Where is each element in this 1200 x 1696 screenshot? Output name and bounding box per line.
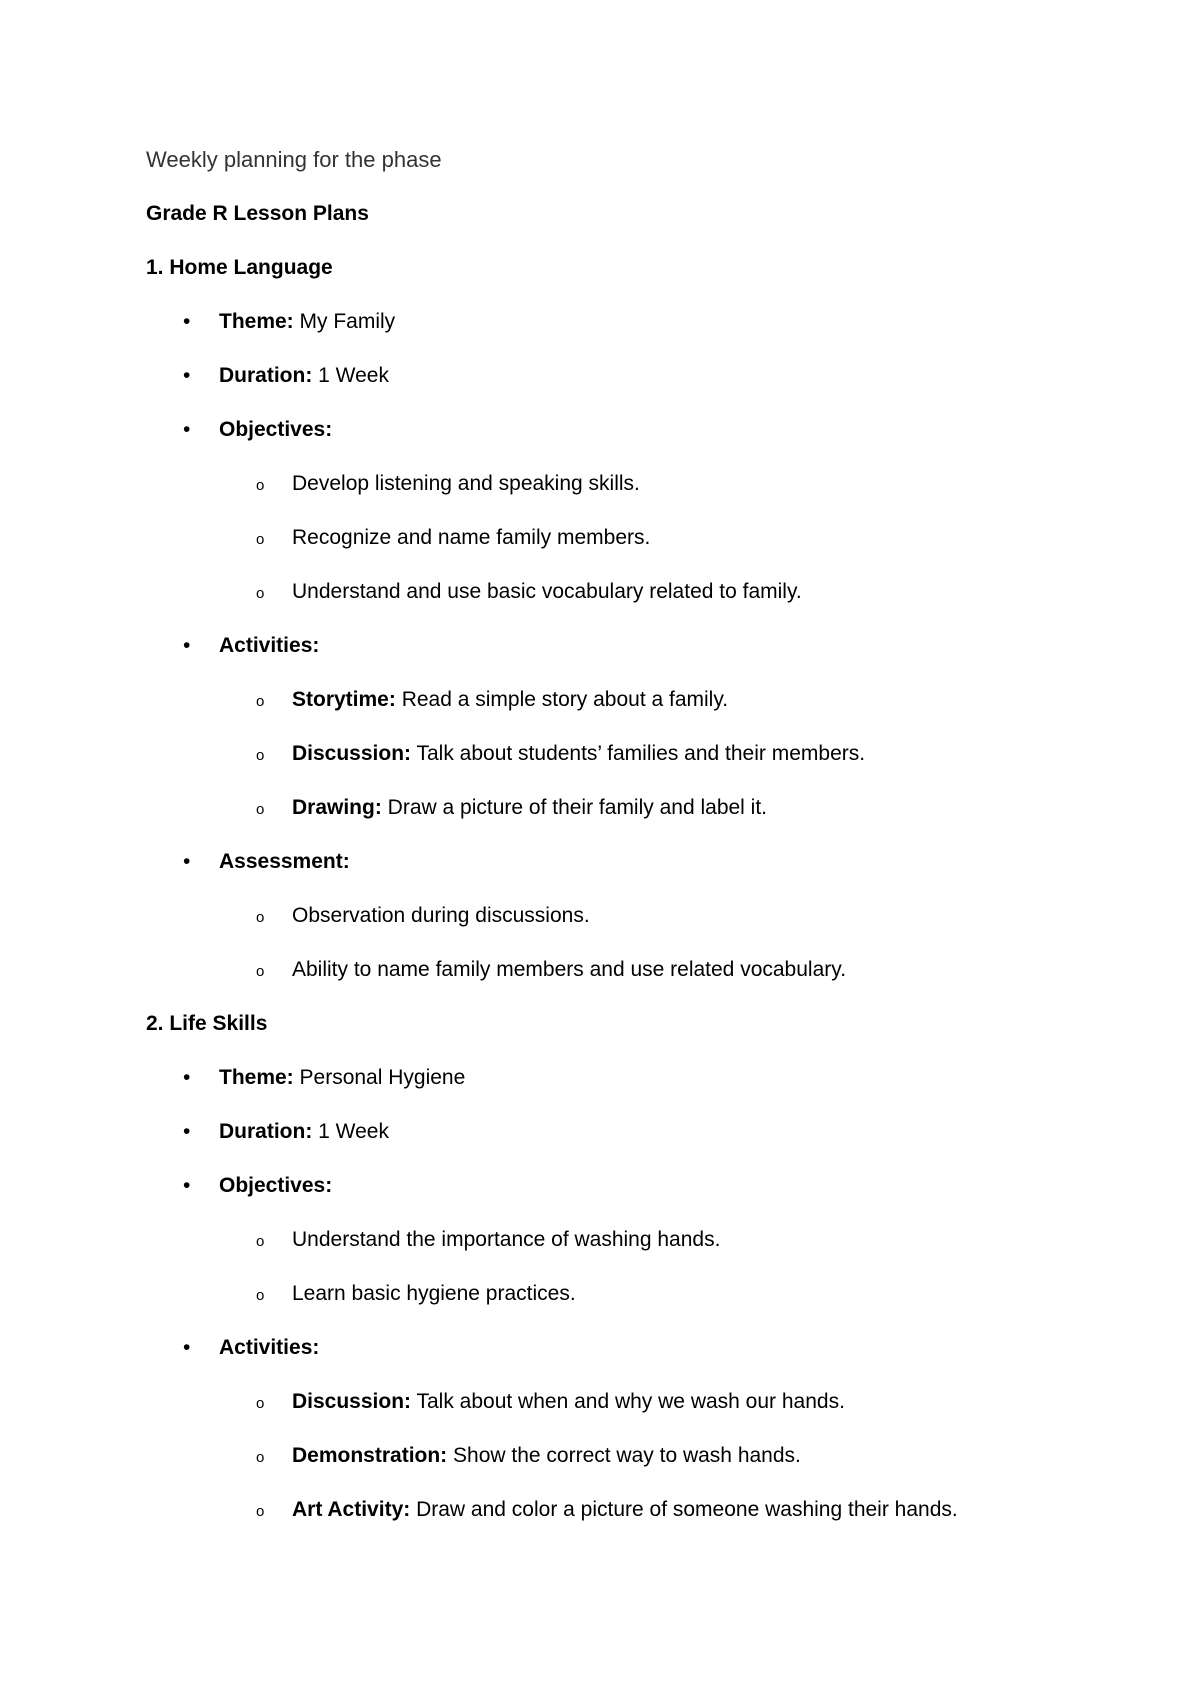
- sub-bullet-icon: o: [256, 1449, 265, 1466]
- activity-description: Draw and color a picture of someone washing their hands.: [410, 1498, 958, 1521]
- theme-label: Theme:: [219, 1066, 294, 1089]
- section-heading-life-skills: 2. Life Skills: [146, 1012, 268, 1035]
- theme-label: Theme:: [219, 310, 294, 333]
- bullet-icon: •: [183, 1174, 191, 1197]
- activity-text: [292, 740, 865, 768]
- activity-description: Talk about when and why we wash our hands.: [411, 1390, 845, 1413]
- bullet-icon: •: [183, 1066, 191, 1089]
- assessment-text: Ability to name family members and use related vocabulary.: [292, 958, 847, 981]
- activity-text: [292, 1442, 801, 1470]
- sub-bullet-icon: o: [256, 1395, 265, 1412]
- duration-text: [219, 362, 389, 390]
- activity-text: [292, 686, 728, 714]
- objective-text: Understand and use basic vocabulary related to family.: [292, 580, 802, 603]
- bullet-icon: •: [183, 1336, 191, 1359]
- bullet-icon: •: [183, 634, 191, 657]
- objective-text: Recognize and name family members.: [292, 526, 651, 549]
- activity-description: Draw a picture of their family and label it.: [381, 796, 768, 819]
- activity-label: Drawing:: [292, 796, 382, 819]
- theme-text: [219, 308, 395, 336]
- activity-label: Art Activity:: [292, 1498, 411, 1521]
- sub-bullet-icon: o: [256, 963, 265, 980]
- assessment-label: Assessment:: [219, 850, 350, 873]
- sub-bullet-icon: o: [256, 531, 265, 548]
- sub-bullet-icon: o: [256, 693, 265, 710]
- activity-description: Talk about students’ families and their members.: [411, 742, 866, 765]
- duration-value: 1 Week: [312, 364, 389, 387]
- activity-description: Read a simple story about a family.: [395, 688, 729, 711]
- activity-label: Discussion:: [292, 1390, 412, 1413]
- assessment-text: Observation during discussions.: [292, 904, 590, 927]
- bullet-icon: •: [183, 364, 191, 387]
- sub-bullet-icon: o: [256, 1287, 265, 1304]
- sub-bullet-icon: o: [256, 801, 265, 818]
- theme-value: My Family: [293, 310, 396, 333]
- theme-value: Personal Hygiene: [293, 1066, 466, 1089]
- activity-label: Storytime:: [292, 688, 396, 711]
- objective-text: Develop listening and speaking skills.: [292, 472, 640, 495]
- objectives-label: Objectives:: [219, 418, 333, 441]
- section-heading-home-language: 1. Home Language: [146, 256, 333, 279]
- sub-bullet-icon: o: [256, 747, 265, 764]
- document-title: Weekly planning for the phase: [146, 147, 442, 172]
- duration-text: [219, 1118, 389, 1146]
- objective-text: Learn basic hygiene practices.: [292, 1282, 576, 1305]
- duration-label: Duration:: [219, 1120, 313, 1143]
- bullet-icon: •: [183, 310, 191, 333]
- activities-label: Activities:: [219, 1336, 320, 1359]
- sub-bullet-icon: o: [256, 477, 265, 494]
- activity-text: [292, 794, 767, 822]
- sub-bullet-icon: o: [256, 585, 265, 602]
- activity-label: Demonstration:: [292, 1444, 448, 1467]
- activity-description: Show the correct way to wash hands.: [447, 1444, 801, 1467]
- theme-text: [219, 1064, 465, 1092]
- activity-text: [292, 1388, 845, 1416]
- objectives-label: Objectives:: [219, 1174, 333, 1197]
- objective-text: Understand the importance of washing hands.: [292, 1228, 721, 1251]
- activity-label: Discussion:: [292, 742, 412, 765]
- sub-bullet-icon: o: [256, 1233, 265, 1250]
- sub-bullet-icon: o: [256, 1503, 265, 1520]
- bullet-icon: •: [183, 418, 191, 441]
- duration-label: Duration:: [219, 364, 313, 387]
- bullet-icon: •: [183, 850, 191, 873]
- activity-text: [292, 1496, 958, 1524]
- bullet-icon: •: [183, 1120, 191, 1143]
- activities-label: Activities:: [219, 634, 320, 657]
- sub-bullet-icon: o: [256, 909, 265, 926]
- lesson-plans-heading: Grade R Lesson Plans: [146, 202, 369, 225]
- duration-value: 1 Week: [312, 1120, 389, 1143]
